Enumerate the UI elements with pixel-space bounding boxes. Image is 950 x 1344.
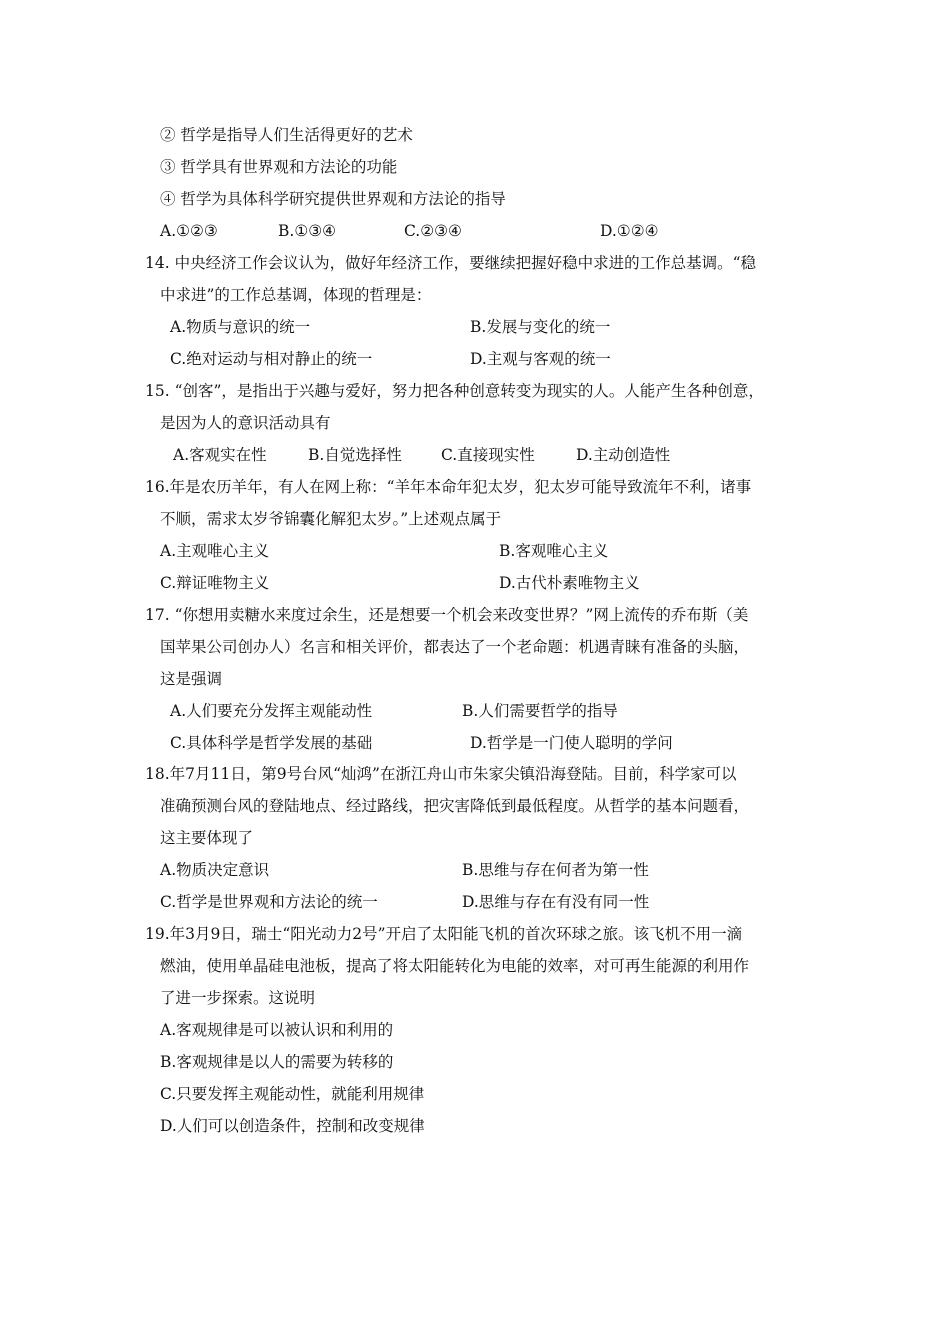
q19-stem-line-3: 了进一步探索。这说明	[160, 989, 316, 1007]
q14-option-c: C.绝对运动与相对静止的统一	[170, 350, 373, 368]
q18-stem-line-2: 准确预测台风的登陆地点、经过路线，把灾害降低到最低程度。从哲学的基本问题看，	[160, 797, 750, 815]
q14-option-b: B.发展与变化的统一	[470, 318, 611, 336]
q17-option-b: B.人们需要哲学的指导	[462, 702, 618, 720]
q14-stem-line-1: 14. 中央经济工作会议认为，做好年经济工作，要继续把握好稳中求进的工作总基调。“稳	[145, 254, 757, 272]
q18-stem-line-3: 这主要体现了	[160, 829, 254, 847]
q19-option-c: C.只要发挥主观能动性，就能利用规律	[160, 1085, 425, 1103]
q16-option-b: B.客观唯心主义	[499, 542, 609, 560]
q18-option-a: A.物质决定意识	[160, 861, 270, 879]
q13-option-a: A.①②③	[160, 222, 218, 240]
q14-option-d: D.主观与客观的统一	[470, 350, 611, 368]
q15-option-b: B.自觉选择性	[308, 446, 402, 464]
q19-option-a: A.客观规律是可以被认识和利用的	[160, 1021, 394, 1039]
q13-option-b: B.①③④	[278, 222, 337, 240]
q19-stem-line-1: 19.年3月9日，瑞士“阳光动力2号”开启了太阳能飞机的首次环球之旅。该飞机不用一滴	[145, 925, 743, 943]
q13-item-4: ④ 哲学为具体科学研究提供世界观和方法论的指导	[160, 190, 506, 208]
q17-stem-line-2: 国苹果公司创办人）名言和相关评价，都表达了一个老命题：机遇青睐有准备的头脑，	[160, 638, 750, 656]
q14-stem-line-2: 中求进”的工作总基调，体现的哲理是：	[160, 286, 432, 304]
q17-option-a: A.人们要充分发挥主观能动性	[170, 702, 373, 720]
q17-stem-line-3: 这是强调	[160, 670, 223, 688]
q18-option-d: D.思维与存在有没有同一性	[462, 893, 650, 911]
q19-stem-line-2: 燃油，使用单晶硅电池板，提高了将太阳能转化为电能的效率，对可再生能源的利用作	[160, 957, 750, 975]
q16-stem-line-2: 不顺，需求太岁爷锦囊化解犯太岁。”上述观点属于	[160, 510, 502, 528]
q13-item-2: ② 哲学是指导人们生活得更好的艺术	[160, 126, 413, 144]
q13-option-c: C.②③④	[404, 222, 462, 240]
q15-stem-line-1: 15. “创客”，是指出于兴趣与爱好，努力把各种创意转变为现实的人。人能产生各种创意，	[145, 382, 764, 400]
q19-option-d: D.人们可以创造条件，控制和改变规律	[160, 1117, 425, 1135]
q16-stem-line-1: 16.年是农历羊年，有人在网上称：“羊年本命年犯太岁，犯太岁可能导致流年不利，诸事	[145, 478, 752, 496]
q14-option-a: A.物质与意识的统一	[170, 318, 311, 336]
q13-item-3: ③ 哲学具有世界观和方法论的功能	[160, 158, 398, 176]
q18-stem-line-1: 18.年7月11日，第9号台风“灿鸿”在浙江舟山市朱家尖镇沿海登陆。目前，科学家可以	[145, 765, 737, 783]
q15-option-c: C.直接现实性	[441, 446, 535, 464]
q17-option-c: C.具体科学是哲学发展的基础	[170, 734, 373, 752]
q18-option-c: C.哲学是世界观和方法论的统一	[160, 893, 378, 911]
q18-option-b: B.思维与存在何者为第一性	[462, 861, 649, 879]
q15-option-d: D.主动创造性	[576, 446, 671, 464]
q16-option-c: C.辩证唯物主义	[160, 574, 270, 592]
q16-option-d: D.古代朴素唯物主义	[499, 574, 640, 592]
q15-option-a: A.客观实在性	[173, 446, 267, 464]
q17-option-d: D.哲学是一门使人聪明的学问	[470, 734, 673, 752]
q15-stem-line-2: 是因为人的意识活动具有	[160, 414, 331, 432]
q17-stem-line-1: 17. “你想用卖糖水来度过余生，还是想要一个机会来改变世界？”网上流传的乔布斯（美	[145, 606, 749, 624]
q19-option-b: B.客观规律是以人的需要为转移的	[160, 1053, 394, 1071]
q13-option-d: D.①②④	[600, 222, 659, 240]
q16-option-a: A.主观唯心主义	[160, 542, 270, 560]
